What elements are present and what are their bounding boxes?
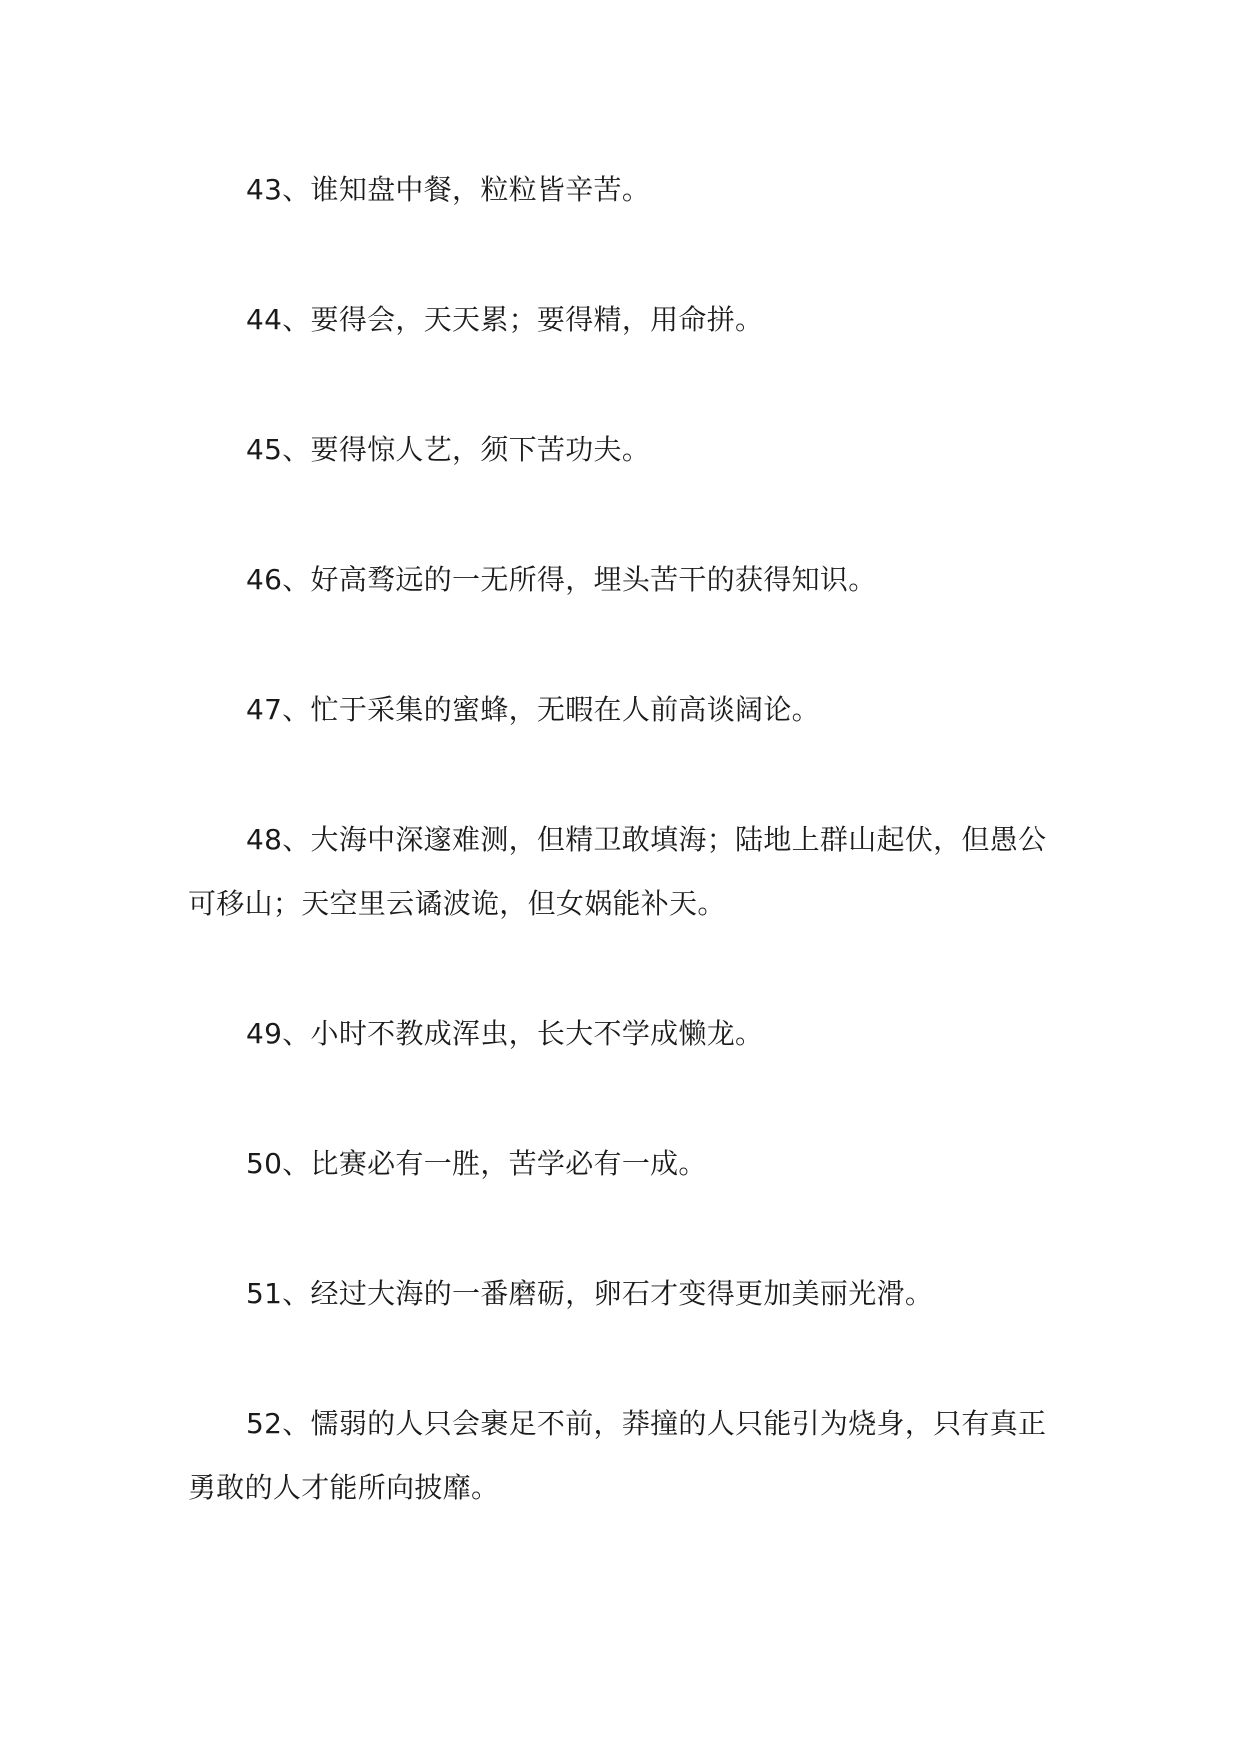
paragraph-44: 44、要得会，天天累；要得精，用命拼。: [246, 303, 764, 336]
paragraph-52: 52、懦弱的人只会裹足不前，莽撞的人只能引为烧身，只有真正勇敢的人才能所向披靡。: [188, 1407, 1047, 1504]
paragraph-43: 43、谁知盘中餐，粒粒皆辛苦。: [246, 173, 651, 206]
paragraph-51: 51、经过大海的一番磨砺，卵石才变得更加美丽光滑。: [246, 1277, 934, 1310]
paragraph-48: 48、大海中深邃难测，但精卫敢填海；陆地上群山起伏，但愚公可移山；天空里云谲波诡，但女娲能补天。: [188, 823, 1047, 920]
paragraph-50: 50、比赛必有一胜，苦学必有一成。: [246, 1147, 707, 1180]
document-body: [188, 158, 1058, 1586]
paragraph-47: 47、忙于采集的蜜蜂，无暇在人前高谈阔论。: [246, 693, 820, 726]
paragraph-49: 49、小时不教成浑虫，长大不学成懒龙。: [246, 1017, 764, 1050]
paragraph-45: 45、要得惊人艺，须下苦功夫。: [246, 433, 651, 466]
paragraph-46: 46、好高骛远的一无所得，埋头苦干的获得知识。: [246, 563, 877, 596]
